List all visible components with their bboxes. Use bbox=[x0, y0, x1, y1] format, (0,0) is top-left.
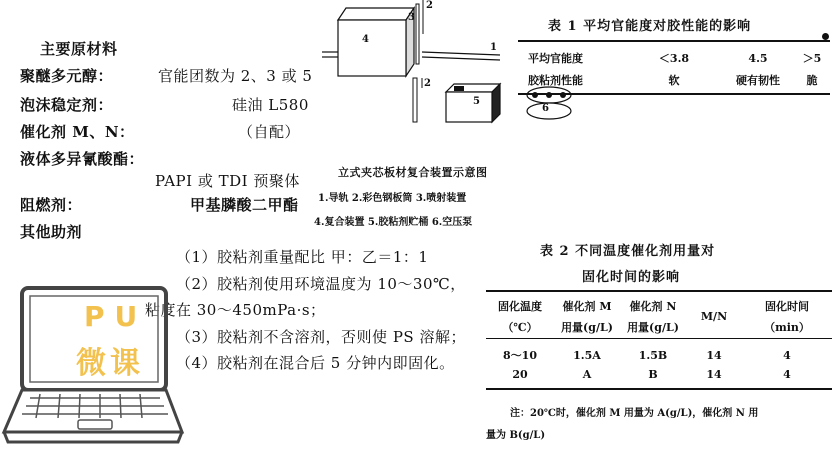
requirement-1: （1）胶粘剂重量配比 甲：乙＝1：1 bbox=[176, 248, 429, 266]
materials-heading: 主要原材料 bbox=[40, 40, 118, 58]
table2-note-line2: 量为 B(g/L) bbox=[486, 430, 546, 441]
table1-cell: 平均官能度 bbox=[528, 52, 583, 65]
table2-cell: 1.5A bbox=[573, 348, 601, 362]
table2-header-row bbox=[486, 296, 832, 316]
table-row bbox=[486, 346, 832, 364]
requirement-4: （4）胶粘剂在混合后 5 分钟内即固化。 bbox=[176, 354, 455, 372]
table1-bottom-rule bbox=[518, 93, 830, 95]
table1-row bbox=[518, 69, 830, 91]
table2-header: （℃） bbox=[502, 320, 538, 334]
table2-title-line2: 固化时间的影响 bbox=[582, 270, 681, 285]
table1-cell: 软 bbox=[668, 74, 680, 87]
dot-mark bbox=[822, 33, 829, 40]
requirement-3: （3）胶粘剂不含溶剂，否则使 PS 溶解； bbox=[176, 328, 466, 346]
material-label-other: 其他助剂 bbox=[20, 223, 83, 241]
table1-cell: 4.5 bbox=[748, 51, 768, 65]
requirement-2-cont: 粘度在 30～450mPa·s； bbox=[145, 301, 326, 319]
table2-top-rule bbox=[486, 290, 832, 292]
material-value-prepolymer: PAPI 或 TDI 预聚体 bbox=[155, 172, 300, 190]
diagram-label-2-top: 2 bbox=[426, 0, 433, 11]
material-label-polyol: 聚醚多元醇： bbox=[20, 67, 114, 85]
table1-top-rule bbox=[518, 40, 830, 42]
table2-note-line1: 注：20℃时，催化剂 M 用量为 A(g/L)，催化剂 N 用 bbox=[510, 408, 759, 419]
table-row bbox=[486, 364, 832, 384]
table1-title: 表 1 平均官能度对胶性能的影响 bbox=[548, 19, 752, 34]
table2-cell: 4 bbox=[783, 367, 791, 381]
material-value-catalyst: （自配） bbox=[238, 123, 301, 141]
material-label-catalyst: 催化剂 M、N： bbox=[20, 123, 135, 141]
table1-row bbox=[518, 47, 830, 69]
table2-header: 用量(g/L) bbox=[627, 320, 679, 334]
table2-header: 固化时间 bbox=[765, 300, 809, 313]
table1-cell: ＞5 bbox=[802, 52, 822, 65]
table2-cell: A bbox=[582, 367, 592, 381]
table2-cell: 1.5B bbox=[638, 348, 668, 362]
table1-cell: 硬有韧性 bbox=[736, 74, 780, 87]
table2-cell: 14 bbox=[706, 348, 722, 362]
table2-header: 催化剂 M bbox=[562, 300, 612, 313]
table2-header: 催化剂 N bbox=[629, 300, 677, 313]
table2-cell: B bbox=[648, 367, 658, 381]
material-value-stabilizer: 硅油 L580 bbox=[232, 96, 309, 114]
material-label-flame-retardant: 阻燃剂： bbox=[20, 196, 83, 214]
table1-cell: ＜3.8 bbox=[658, 52, 690, 65]
table2-header: （min） bbox=[764, 320, 810, 334]
material-value-polyol: 官能团数为 2、3 或 5 bbox=[158, 67, 313, 85]
diagram-label-3: 3 bbox=[408, 12, 415, 23]
material-value-flame-retardant: 甲基膦酸二甲酯 bbox=[190, 196, 299, 214]
requirement-2: （2）胶粘剂使用环境温度为 10～30℃， bbox=[176, 275, 466, 293]
table2-cell: 14 bbox=[706, 367, 722, 381]
table2-header: M/N bbox=[700, 310, 728, 324]
table2 bbox=[486, 296, 832, 384]
table2-header-row bbox=[486, 316, 832, 338]
material-label-isocyanate: 液体多异氰酸酯： bbox=[20, 150, 145, 168]
diagram-caption: 立式夹芯板材复合装置示意图 bbox=[338, 166, 488, 179]
table1 bbox=[518, 47, 830, 91]
table2-bottom-rule bbox=[486, 388, 832, 390]
table2-title-line1: 表 2 不同温度催化剂用量对 bbox=[540, 244, 716, 259]
diagram-label-5: 5 bbox=[473, 96, 480, 107]
diagram-label-1: 1 bbox=[490, 42, 497, 53]
table1-cell: 胶粘剂性能 bbox=[528, 74, 583, 87]
table2-header: 用量(g/L) bbox=[561, 320, 613, 334]
watermark-line2: 微课 bbox=[76, 346, 144, 381]
table2-cell: 20 bbox=[512, 367, 528, 381]
diagram-label-4: 4 bbox=[362, 34, 369, 45]
table1-cell: 脆 bbox=[806, 74, 818, 87]
table2-header: 固化温度 bbox=[498, 300, 542, 313]
table2-cell: 4 bbox=[783, 348, 791, 362]
diagram-label-2-bottom: 2 bbox=[424, 78, 431, 89]
material-label-stabilizer: 泡沫稳定剂： bbox=[20, 96, 114, 114]
diagram-legend-line1: 1.导轨 2.彩色钢板筒 3.喷射装置 bbox=[318, 193, 467, 204]
diagram-legend-line2: 4.复合装置 5.胶粘剂贮桶 6.空压泵 bbox=[314, 217, 473, 228]
watermark-line1: PU bbox=[84, 300, 148, 333]
diagram-label-6: 6 bbox=[542, 103, 549, 114]
table2-cell: 8～10 bbox=[503, 349, 537, 362]
